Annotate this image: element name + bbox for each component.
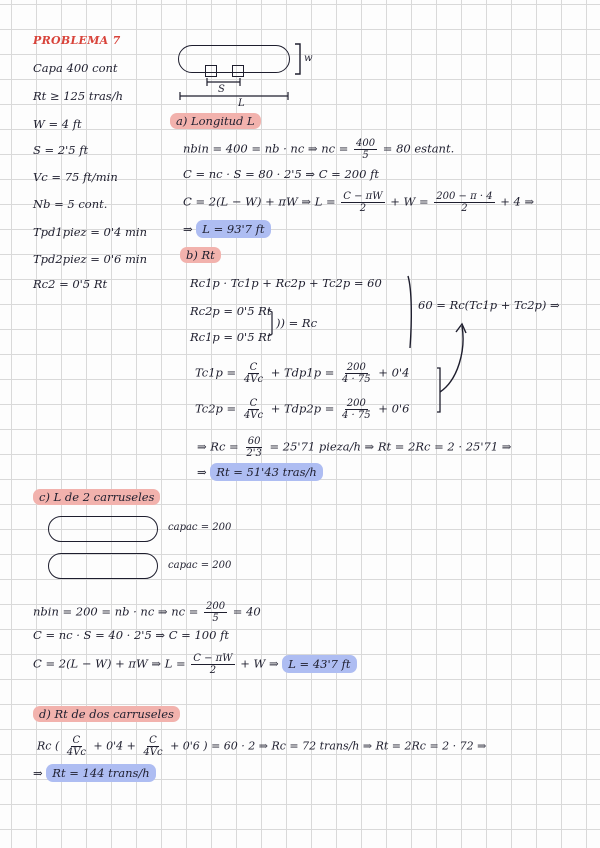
- given-rc2: Rc2 = 0'5 Rt: [33, 277, 108, 291]
- given-tpd1: Tpd1piez = 0'4 min: [33, 225, 148, 239]
- carousel-1-capacity: capac = 200: [168, 522, 232, 533]
- d-line1: Rc ( $\frac{C}{4Vc}$ + 0'4 + $\frac{C}{4Vc}$ + 0'6 ) = 60 · 2 ⇒ Rc = 72 trans/h ⇒ Rt = 2Rc = 2 · 72 ⇒: [37, 735, 487, 758]
- s-label: S: [218, 84, 225, 95]
- carousel-2: [48, 553, 158, 579]
- b-result-highlight: Rt = 51'43 tras/h: [210, 463, 322, 481]
- given-capacity: Capa 400 cont: [33, 61, 118, 75]
- c-result-highlight: L = 43'7 ft: [282, 655, 356, 673]
- l-label: L: [238, 98, 245, 109]
- a-line1: nbin = 400 = nb · nc ⇒ nc = $\frac{400}{5}$ = 80 estant.: [183, 138, 455, 161]
- problem-title: PROBLEMA 7: [33, 34, 121, 47]
- c-line1: nbin = 200 = nb · nc ⇒ nc = $\frac{200}{5}$ = 40: [33, 601, 261, 624]
- a-line2: C = nc · S = 80 · 2'5 ⇒ C = 200 ft: [183, 167, 379, 181]
- given-tpd2: Tpd2piez = 0'6 min: [33, 252, 148, 266]
- a-result-highlight: L = 93'7 ft: [196, 220, 270, 238]
- b-tc1: Tc1p = $\frac{C}{4Vc}$ + Tdp1p = $\frac{200}{4 \cdot 75}$ + 0'4: [195, 362, 410, 385]
- b-eq3: Rc1p = 0'5 Rt: [190, 330, 272, 344]
- c-line3: C = 2(L − W) + πW ⇒ L = $\frac{C - \pi W}{2}$ + W ⇒ L = 43'7 ft: [33, 653, 357, 676]
- b-tc2: Tc2p = $\frac{C}{4Vc}$ + Tdp2p = $\frac{200}{4 \cdot 75}$ + 0'6: [195, 398, 410, 421]
- a-line3: C = 2(L − W) + πW ⇒ L = $\frac{C - \pi W}{2}$ + W = $\frac{200 - \pi \cdot 4}{2}$ + 4 ⇒: [183, 191, 535, 214]
- section-b-heading: b) Rt: [180, 248, 221, 262]
- given-s: S = 2'5 ft: [33, 143, 89, 157]
- given-vc: Vc = 75 ft/min: [33, 170, 118, 184]
- b-brace-result: 60 = Rc(Tc1p + Tc2p) ⇒: [418, 298, 560, 312]
- given-nb: Nb = 5 cont.: [33, 197, 108, 211]
- d-result: ⇒ Rt = 144 trans/h: [33, 766, 156, 780]
- section-d-heading: d) Rt de dos carruseles: [33, 707, 180, 721]
- w-label: w: [304, 53, 313, 64]
- carousel-2-capacity: capac = 200: [168, 560, 232, 571]
- given-rt: Rt ≥ 125 tras/h: [33, 89, 123, 103]
- given-w: W = 4 ft: [33, 117, 82, 131]
- b-eq-join: )) = Rc: [276, 316, 318, 330]
- b-eq2: Rc2p = 0'5 Rt: [190, 304, 272, 318]
- b-eq1: Rc1p · Tc1p + Rc2p + Tc2p = 60: [190, 276, 382, 290]
- section-c-heading: c) L de 2 carruseles: [33, 490, 160, 504]
- b-result: ⇒ Rt = 51'43 tras/h: [197, 465, 323, 479]
- section-a-heading: a) Longitud L: [170, 114, 261, 128]
- b-rc: ⇒ Rc = $\frac{60}{2'3}$ = 25'71 pieza/h ⇒ Rt = 2Rc = 2 · 25'71 ⇒: [197, 436, 512, 459]
- c-line2: C = nc · S = 40 · 2'5 ⇒ C = 100 ft: [33, 628, 229, 642]
- carousel-1: [48, 516, 158, 542]
- d-result-highlight: Rt = 144 trans/h: [46, 764, 155, 782]
- a-result: ⇒ L = 93'7 ft: [183, 222, 271, 236]
